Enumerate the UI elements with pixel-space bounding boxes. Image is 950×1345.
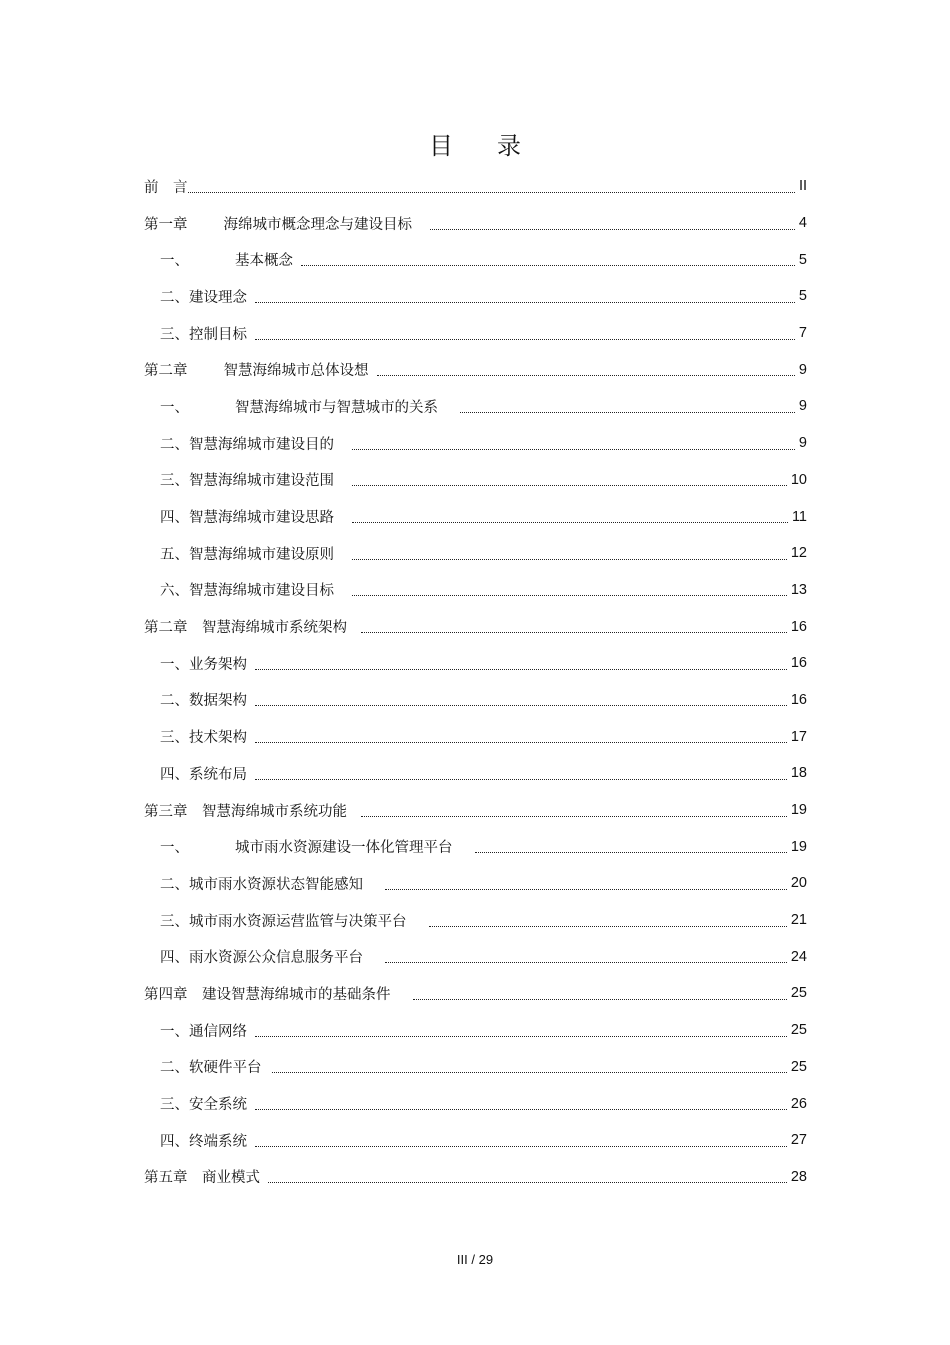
toc-entry-prefix: 三、智慧海绵城市建设范围: [160, 473, 334, 490]
toc-page-number: 28: [790, 1168, 807, 1185]
toc-page-number: 19: [790, 838, 807, 855]
toc-page-number: 26: [790, 1095, 807, 1112]
toc-entry[interactable]: [144, 498, 807, 535]
toc-entry[interactable]: [144, 572, 807, 609]
toc-entry[interactable]: [144, 351, 807, 388]
toc-leader-dots: [460, 396, 795, 413]
toc-entry-label: [160, 506, 334, 527]
title-char-1: 目: [429, 132, 453, 160]
toc-entry-prefix: 第二章: [144, 363, 188, 380]
toc-entry-label: [144, 359, 369, 380]
toc-page-number: 16: [790, 655, 807, 672]
toc-page-number: 24: [790, 948, 807, 965]
toc-entry-prefix: 一、: [160, 840, 189, 857]
toc-page-number: 9: [798, 435, 807, 452]
toc-entry-prefix: 一、: [160, 253, 189, 270]
toc-entry-label: [160, 1130, 247, 1151]
page-title: [0, 126, 950, 161]
toc-entry[interactable]: [144, 755, 807, 792]
toc-entry-prefix: 三、城市雨水资源运营监管与决策平台: [160, 913, 407, 930]
toc-leader-dots: [268, 1166, 787, 1183]
toc-page-number: 4: [798, 215, 807, 232]
toc-leader-dots: [188, 176, 795, 193]
toc-entry-label: [160, 689, 247, 710]
toc-leader-dots: [352, 433, 795, 450]
toc-entry-prefix: 第五章 商业模式: [144, 1170, 260, 1187]
toc-entry-prefix: 二、建设理念: [160, 289, 247, 306]
toc-entry-title: 城市雨水资源建设一体化管理平台: [235, 840, 453, 857]
toc-leader-dots: [255, 726, 787, 743]
toc-entry-prefix: 三、技术架构: [160, 730, 247, 747]
toc-entry-label: [160, 836, 453, 857]
toc-entry-label: [160, 1056, 262, 1077]
toc-page-number: 18: [790, 765, 807, 782]
toc-page-number: 19: [790, 802, 807, 819]
toc-leader-dots: [255, 286, 795, 303]
toc-page-number: 12: [790, 545, 807, 562]
toc-page-number: 16: [790, 618, 807, 635]
toc-leader-dots: [352, 579, 787, 596]
toc-leader-dots: [255, 763, 787, 780]
toc-entry-label: [144, 800, 347, 821]
toc-entry[interactable]: [144, 1012, 807, 1049]
toc-entry-label: [160, 726, 247, 747]
toc-entry-prefix: 四、系统布局: [160, 766, 247, 783]
toc-entry[interactable]: [144, 1122, 807, 1159]
toc-entry-prefix: 一、业务架构: [160, 656, 247, 673]
toc-entry-prefix: 第二章 智慧海绵城市系统架构: [144, 620, 347, 637]
toc-entry-label: [160, 433, 334, 454]
toc-entry[interactable]: [144, 902, 807, 939]
toc-entry-label: [160, 323, 247, 344]
toc-entry[interactable]: [144, 1049, 807, 1086]
toc-entry[interactable]: [144, 425, 807, 462]
toc-page-number: 25: [790, 985, 807, 1002]
toc-leader-dots: [429, 910, 787, 927]
toc-entry-prefix: 前 言: [144, 179, 188, 196]
toc-entry-prefix: 一、通信网络: [160, 1023, 247, 1040]
table-of-contents: [144, 168, 807, 1195]
toc-entry-label: [160, 653, 247, 674]
toc-entry-title: 智慧海绵城市与智慧城市的关系: [235, 399, 438, 416]
toc-entry-label: [160, 469, 334, 490]
toc-entry-prefix: 二、数据架构: [160, 693, 247, 710]
toc-entry[interactable]: [144, 241, 807, 278]
toc-leader-dots: [255, 689, 787, 706]
toc-page-number: II: [798, 178, 807, 195]
toc-entry-prefix: 第四章 建设智慧海绵城市的基础条件: [144, 986, 391, 1003]
toc-page-number: 25: [790, 1022, 807, 1039]
toc-page-number: 9: [798, 361, 807, 378]
toc-leader-dots: [352, 469, 787, 486]
toc-entry[interactable]: [144, 1159, 807, 1196]
toc-entry-label: [160, 910, 407, 931]
toc-entry[interactable]: [144, 645, 807, 682]
toc-entry[interactable]: [144, 278, 807, 315]
toc-leader-dots: [255, 1093, 787, 1110]
toc-page-number: 16: [790, 691, 807, 708]
toc-entry-prefix: 三、安全系统: [160, 1097, 247, 1114]
toc-leader-dots: [413, 983, 787, 1000]
toc-entry-label: [144, 616, 347, 637]
toc-page-number: 10: [790, 471, 807, 488]
toc-entry[interactable]: [144, 938, 807, 975]
title-char-2: 录: [497, 132, 521, 160]
toc-entry-label: [160, 286, 247, 307]
toc-entry-prefix: 第一章: [144, 216, 188, 233]
toc-leader-dots: [385, 873, 787, 890]
toc-entry-label: [160, 873, 363, 894]
toc-entry-label: [160, 1093, 247, 1114]
toc-page-number: 9: [798, 398, 807, 415]
toc-leader-dots: [255, 1130, 787, 1147]
toc-entry-prefix: 第三章 智慧海绵城市系统功能: [144, 803, 347, 820]
toc-page-number: 11: [791, 508, 807, 525]
toc-entry-label: [144, 213, 412, 234]
toc-page-number: 21: [790, 912, 807, 929]
toc-leader-dots: [430, 213, 795, 230]
toc-entry-prefix: 五、智慧海绵城市建设原则: [160, 546, 334, 563]
toc-entry-label: [160, 946, 363, 967]
toc-page-number: 17: [790, 728, 807, 745]
toc-entry[interactable]: [144, 1085, 807, 1122]
toc-entry-title: 智慧海绵城市总体设想: [223, 363, 369, 380]
toc-leader-dots: [301, 249, 795, 266]
toc-entry-label: [144, 176, 188, 197]
toc-page-number: 20: [790, 875, 807, 892]
toc-leader-dots: [255, 323, 795, 340]
toc-leader-dots: [255, 1020, 787, 1037]
toc-page-number: 13: [790, 581, 807, 598]
toc-entry[interactable]: [144, 865, 807, 902]
toc-entry-label: [160, 396, 438, 417]
toc-entry[interactable]: [144, 718, 807, 755]
toc-page-number: 5: [798, 251, 807, 268]
toc-entry[interactable]: [144, 388, 807, 425]
toc-entry-label: [160, 579, 334, 600]
toc-page-number: 27: [790, 1132, 807, 1149]
page-number: III / 29: [456, 1252, 494, 1267]
toc-entry-prefix: 四、终端系统: [160, 1133, 247, 1150]
toc-leader-dots: [361, 616, 787, 633]
toc-leader-dots: [385, 946, 787, 963]
toc-entry-label: [160, 763, 247, 784]
toc-entry-prefix: 一、: [160, 399, 189, 416]
toc-entry-title: 海绵城市概念理念与建设目标: [223, 216, 412, 233]
toc-entry-label: [144, 983, 391, 1004]
toc-entry-label: [160, 543, 334, 564]
toc-entry-prefix: 二、城市雨水资源状态智能感知: [160, 876, 363, 893]
toc-page-number: 25: [790, 1058, 807, 1075]
toc-entry[interactable]: [144, 828, 807, 865]
toc-entry-prefix: 三、控制目标: [160, 326, 247, 343]
toc-entry-prefix: 四、智慧海绵城市建设思路: [160, 510, 334, 527]
toc-leader-dots: [352, 506, 788, 523]
toc-entry[interactable]: [144, 608, 807, 645]
toc-entry-title: 基本概念: [235, 253, 293, 270]
toc-entry[interactable]: [144, 315, 807, 352]
toc-entry-prefix: 二、智慧海绵城市建设目的: [160, 436, 334, 453]
toc-page-number: 7: [798, 325, 807, 342]
toc-leader-dots: [352, 543, 787, 560]
toc-leader-dots: [272, 1056, 787, 1073]
toc-entry-prefix: 四、雨水资源公众信息服务平台: [160, 950, 363, 967]
toc-leader-dots: [361, 800, 787, 817]
toc-entry[interactable]: [144, 682, 807, 719]
toc-entry[interactable]: [144, 168, 807, 205]
toc-entry[interactable]: [144, 792, 807, 829]
toc-entry[interactable]: [144, 205, 807, 242]
toc-entry[interactable]: [144, 975, 807, 1012]
toc-leader-dots: [475, 836, 787, 853]
toc-page-number: 5: [798, 288, 807, 305]
toc-entry[interactable]: [144, 462, 807, 499]
toc-entry-label: [160, 249, 293, 270]
toc-entry-prefix: 六、智慧海绵城市建设目标: [160, 583, 334, 600]
toc-leader-dots: [377, 359, 795, 376]
toc-entry-label: [144, 1166, 260, 1187]
toc-entry-prefix: 二、软硬件平台: [160, 1060, 262, 1077]
toc-leader-dots: [255, 653, 787, 670]
toc-entry-label: [160, 1020, 247, 1041]
toc-entry[interactable]: [144, 535, 807, 572]
